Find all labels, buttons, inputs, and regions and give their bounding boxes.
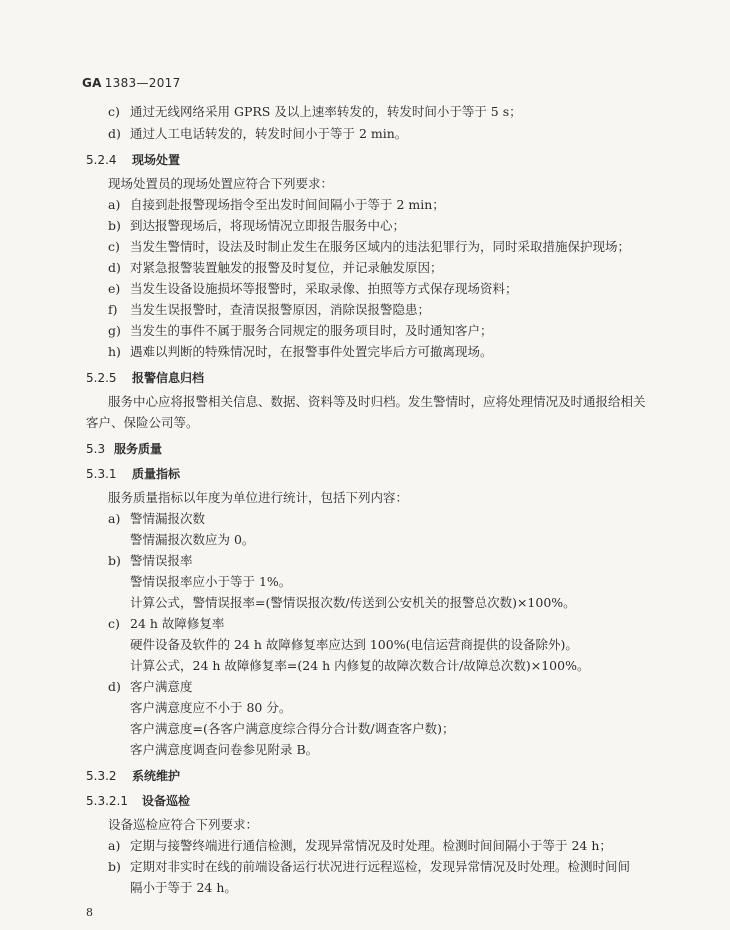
standard-prefix: GA bbox=[82, 76, 102, 90]
list-item: c) 当发生警情时，设法及时制止发生在服务区域内的违法犯罪行为，同时采取措施保护现场； bbox=[108, 239, 631, 254]
list-detail: 警情误报率应小于等于 1%。 bbox=[130, 574, 292, 589]
list-item: b) 警情误报率 bbox=[108, 553, 193, 568]
section-heading-5-2-4: 5.2.4 现场处置 bbox=[86, 153, 181, 167]
section-intro: 服务质量指标以年度为单位进行统计，包括下列内容： bbox=[108, 490, 409, 505]
list-detail: 客户满意度应不小于 80 分。 bbox=[130, 700, 292, 715]
list-item: b) 定期对非实时在线的前端设备运行状况进行远程巡检，发现异常情况及时处理。检测时间间 bbox=[108, 859, 631, 874]
standard-number: 1383—2017 bbox=[104, 76, 181, 90]
list-item: e) 当发生设备设施损坏等报警时，采取录像、拍照等方式保存现场资料； bbox=[108, 281, 518, 296]
section-intro: 设备巡检应符合下列要求： bbox=[108, 817, 259, 832]
list-detail: 硬件设备及软件的 24 h 故障修复率应达到 100%(电信运营商提供的设备除外)。 bbox=[130, 637, 578, 652]
section-heading-5-2-5: 5.2.5 报警信息归档 bbox=[86, 371, 205, 385]
page-number: 8 bbox=[86, 906, 93, 919]
list-item: f) 当发生误报警时，查清误报警原因，消除误报警隐患； bbox=[108, 302, 431, 317]
section-heading-5-3-2: 5.3.2 系统维护 bbox=[86, 769, 181, 783]
list-item: c) 24 h 故障修复率 bbox=[108, 616, 225, 631]
list-item: d) 客户满意度 bbox=[108, 679, 193, 694]
section-heading-5-3-1: 5.3.1 质量指标 bbox=[86, 467, 181, 481]
list-item: a) 警情漏报次数 bbox=[108, 511, 206, 526]
list-item: c) 通过无线网络采用 GPRS 及以上速率转发的，转发时间小于等于 5 s； bbox=[108, 104, 522, 119]
list-detail: 隔小于等于 24 h。 bbox=[130, 880, 237, 895]
list-detail: 客户满意度调查问卷参见附录 B。 bbox=[130, 742, 319, 757]
paragraph-line: 客户、保险公司等。 bbox=[86, 415, 199, 430]
list-item: a) 自接到赴报警现场指令至出发时间间隔小于等于 2 min； bbox=[108, 197, 445, 212]
paragraph-line: 服务中心应将报警相关信息、数据、资料等及时归档。发生警情时，应将处理情况及时通报给相关 bbox=[108, 394, 646, 409]
list-detail: 警情漏报次数应为 0。 bbox=[130, 532, 255, 547]
list-item: h) 遇难以判断的特殊情况时，在报警事件处置完毕后方可撤离现场。 bbox=[108, 344, 493, 359]
standard-header bbox=[82, 76, 181, 90]
section-heading-5-3: 5.3 服务质量 bbox=[86, 442, 163, 456]
formula: 客户满意度=(各客户满意度综合得分合计数/调查客户数)； bbox=[130, 721, 455, 736]
section-intro: 现场处置员的现场处置应符合下列要求： bbox=[108, 176, 334, 191]
list-item: b) 到达报警现场后，将现场情况立即报告服务中心； bbox=[108, 218, 406, 233]
formula: 计算公式，警情误报率=(警情误报次数/传送到公安机关的报警总次数)×100%。 bbox=[130, 595, 576, 610]
formula: 计算公式，24 h 故障修复率=(24 h 内修复的故障次数合计/故障总次数)×100%。 bbox=[130, 658, 590, 673]
section-heading-5-3-2-1: 5.3.2.1 设备巡检 bbox=[86, 794, 191, 808]
list-item: d) 对紧急报警装置触发的报警及时复位，并记录触发原因； bbox=[108, 260, 443, 275]
list-item: d) 通过人工电话转发的，转发时间小于等于 2 min。 bbox=[108, 126, 408, 141]
list-item: g) 当发生的事件不属于服务合同规定的服务项目时，及时通知客户； bbox=[108, 323, 493, 338]
list-item: a) 定期与接警终端进行通信检测，发现异常情况及时处理。检测时间间隔小于等于 24 h； bbox=[108, 838, 612, 853]
